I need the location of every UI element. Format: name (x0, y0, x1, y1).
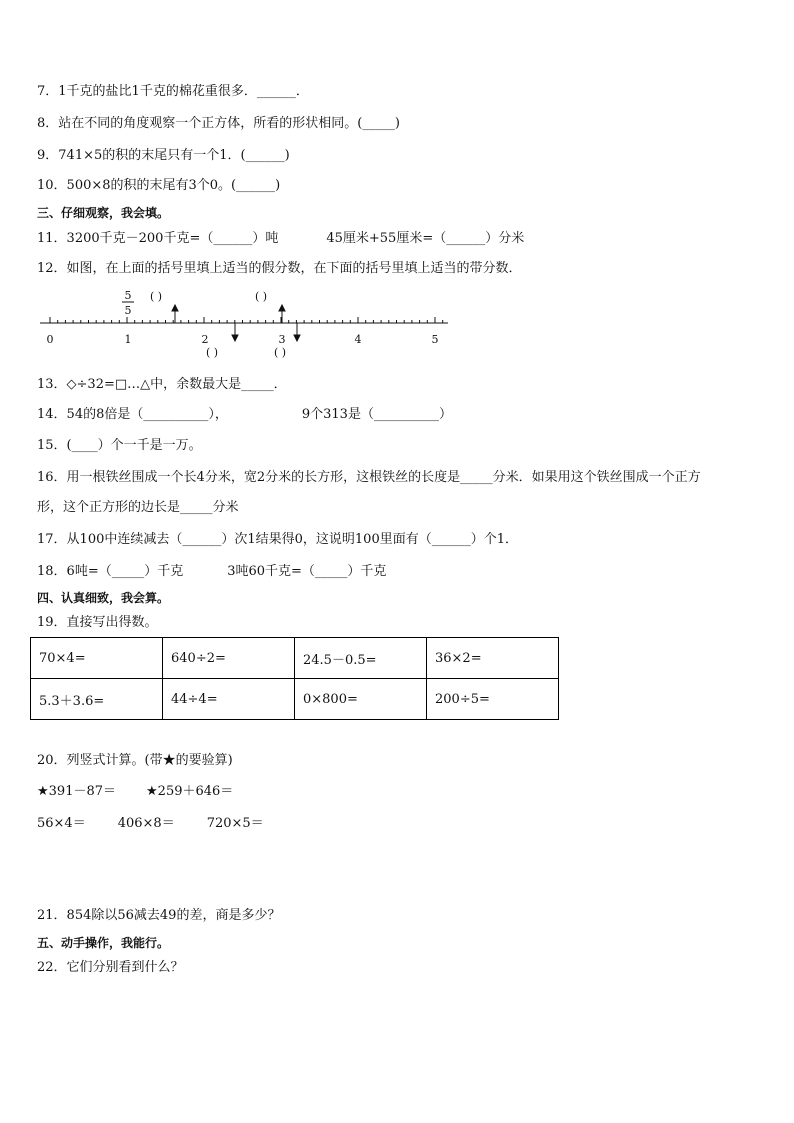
down-arrow-1 (232, 323, 238, 341)
top-paren-2: ( ) (255, 290, 268, 303)
table-cell: 36×2= (427, 638, 559, 679)
question-11 (37, 230, 524, 248)
question-17: 17．从100中连续减去（______）次1结果得0，这说明100里面有（______）个1． (37, 532, 518, 547)
question-12: 12．如图，在上面的括号里填上适当的假分数，在下面的括号里填上适当的带分数． (37, 261, 522, 276)
vertical-calc-5: 720×5＝ (206, 816, 264, 831)
table-row (31, 638, 559, 679)
table-row (31, 679, 559, 720)
table-cell: 70×4= (31, 638, 163, 679)
question-9: 9．741×5的积的末尾只有一个1．(______) (37, 148, 290, 163)
question-14 (37, 406, 452, 424)
table-cell: 200÷5= (427, 679, 559, 720)
tick-label-4: 4 (354, 333, 362, 346)
up-arrow-2 (279, 305, 285, 323)
question-11-part-b: 45厘米+55厘米=（______）分米 (326, 231, 525, 246)
question-16-line-2: 形，这个正方形的边长是_____分米 (37, 500, 239, 515)
table-cell: 44÷4= (163, 679, 295, 720)
question-14-part-b: 9个313是（__________） (301, 407, 452, 422)
table-cell: 640÷2= (163, 638, 295, 679)
question-22: 22．它们分别看到什么？ (37, 960, 184, 975)
question-18-part-b: 3吨60千克=（_____）千克 (227, 564, 387, 579)
question-7: 7．1千克的盐比1千克的棉花重很多．______． (37, 84, 309, 99)
bottom-paren-1: ( ) (206, 346, 219, 359)
section-3-heading: 三、仔细观察，我会填。 (37, 206, 170, 220)
question-10: 10．500×8的积的末尾有3个0。(______) (37, 178, 281, 193)
question-18-part-a: 18．6吨=（_____）千克 (37, 564, 184, 579)
vertical-calc-1: ★391－87＝ (37, 784, 117, 799)
table-cell: 0×800= (295, 679, 427, 720)
question-16-line-1: 16．用一根铁丝围成一个长4分米，宽2分米的长方形，这根铁丝的长度是_____分米．如果用这个铁丝围成一个正方 (37, 470, 701, 485)
tick-label-3: 3 (278, 333, 286, 346)
question-20: 20．列竖式计算。(带★的要验算) (37, 753, 233, 768)
bottom-paren-2: ( ) (274, 346, 287, 359)
question-21: 21．854除以56减去49的差，商是多少？ (37, 908, 281, 923)
vertical-calc-4: 406×8＝ (117, 816, 175, 831)
fraction-denominator: 5 (124, 304, 132, 317)
mental-math-table (30, 637, 559, 720)
question-8: 8．站在不同的角度观察一个正方体，所看的形状相同。(_____) (37, 116, 400, 131)
top-paren-1: ( ) (150, 290, 163, 303)
section-4-heading: 四、认真细致，我会算。 (37, 591, 170, 605)
section-5-heading: 五、动手操作，我能行。 (37, 936, 170, 950)
tick-label-5: 5 (431, 333, 439, 346)
question-15: 15．(____）个一千是一万。 (37, 438, 202, 453)
table-cell: 5.3＋3.6= (31, 679, 163, 720)
tick-label-2: 2 (201, 333, 209, 346)
question-13: 13．◇÷32=□…△中，余数最大是_____． (37, 377, 287, 392)
vertical-calc-3: 56×4＝ (37, 816, 86, 831)
fraction-numerator: 5 (124, 289, 132, 302)
question-11-part-a: 11．3200千克－200千克=（______）吨 (37, 231, 279, 246)
question-18 (37, 563, 386, 581)
question-20-row-2 (37, 815, 264, 833)
tick-label-0: 0 (46, 333, 54, 346)
number-line-ticks (50, 317, 443, 323)
question-19: 19．直接写出得数。 (37, 615, 158, 630)
number-line-figure (36, 285, 456, 365)
question-20-row-1 (37, 783, 233, 801)
down-arrow-2 (294, 323, 300, 341)
question-14-part-a: 14．54的8倍是（__________）， (37, 407, 228, 422)
table-cell: 24.5－0.5= (295, 638, 427, 679)
tick-label-1: 1 (124, 333, 132, 346)
vertical-calc-2: ★259＋646＝ (146, 784, 234, 799)
